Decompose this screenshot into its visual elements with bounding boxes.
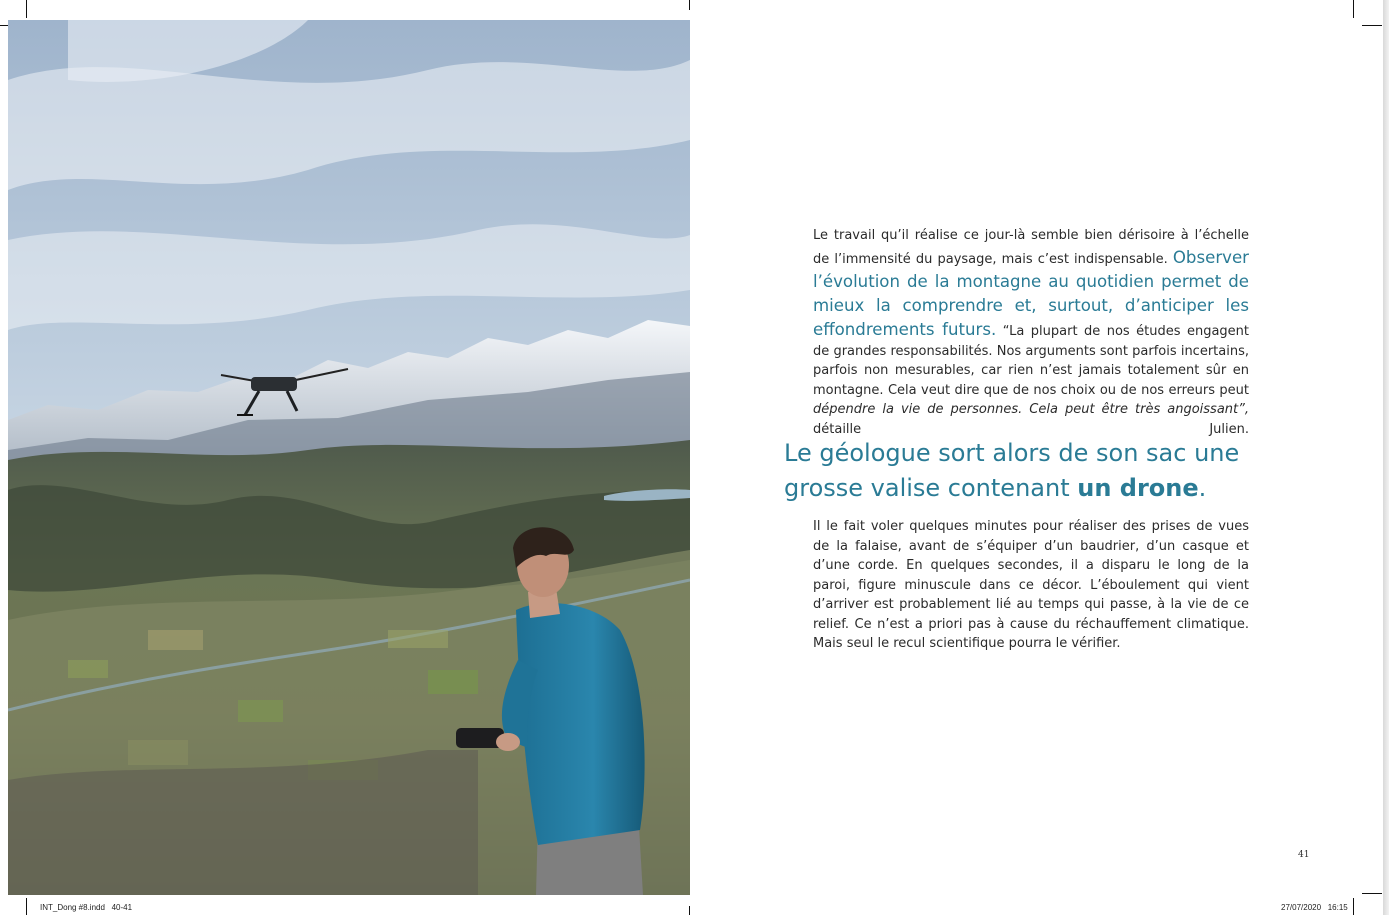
crop-mark [1353, 898, 1354, 915]
section-heading [784, 436, 1304, 505]
crop-mark [689, 906, 690, 915]
attribution: détaille Julien. [813, 421, 1249, 437]
heading-end: . [1198, 473, 1207, 502]
pull-highlight: Observer l’évolution de la montagne au quotidien permet de mieux la comprendre et, surtout, d’anticiper les effondrements futurs. [813, 247, 1249, 339]
slug-left: INT_Dong #8.indd 40-41 [40, 903, 133, 912]
crop-mark [1362, 893, 1382, 894]
page-edge [1383, 0, 1389, 915]
page-number: 41 [1298, 850, 1310, 860]
mountain-drone-photo [8, 20, 690, 895]
crop-mark [1353, 0, 1354, 18]
hand [496, 733, 520, 751]
paragraph-1 [813, 226, 1249, 439]
slug-right: 27/07/2020 16:15 [1281, 903, 1348, 912]
crop-mark [26, 898, 27, 915]
heading-bold: un drone [1077, 473, 1199, 502]
paragraph-1-intro: Le travail qu’il réalise ce jour-là semble bien dérisoire à l’échelle de l’immensité du paysage, mais c’est indispensable. [813, 228, 1249, 267]
crop-mark [0, 25, 8, 26]
crop-mark [1362, 25, 1382, 26]
quote: “La plupart de nos études engagent de grandes responsabilités. Nos arguments sont parfois incertains, parfois non mesurables, car rien n’est jamais totalement sûr en montagne. Cela veut dire que de nos choix ou de nos erreurs peut [813, 323, 1250, 398]
crop-mark [26, 0, 27, 18]
quote-italic: dépendre la vie de personnes. Cela peut être très angoissant”, [813, 402, 1249, 417]
heading-text: Le géologue sort alors de son sac une grosse valise contenant [784, 439, 1240, 502]
body-text-column [813, 226, 1249, 439]
crop-mark [689, 0, 690, 10]
paragraph-2: Il le fait voler quelques minutes pour réaliser des prises de vues de la falaise, avant de s’équiper d’un baudrier, d’un casque et d’une corde. En quelques secondes, il a disparu le long de la paroi, figure minuscule dans ce décor. L’éboulement qui vient d’arriver est probablement lié au temps qui passe, à la vie de ce relief. Ce n’est a priori pas à cause du réchauffement climatique. Mais seul le recul scientifique pourra le vérifier. [813, 519, 1249, 651]
